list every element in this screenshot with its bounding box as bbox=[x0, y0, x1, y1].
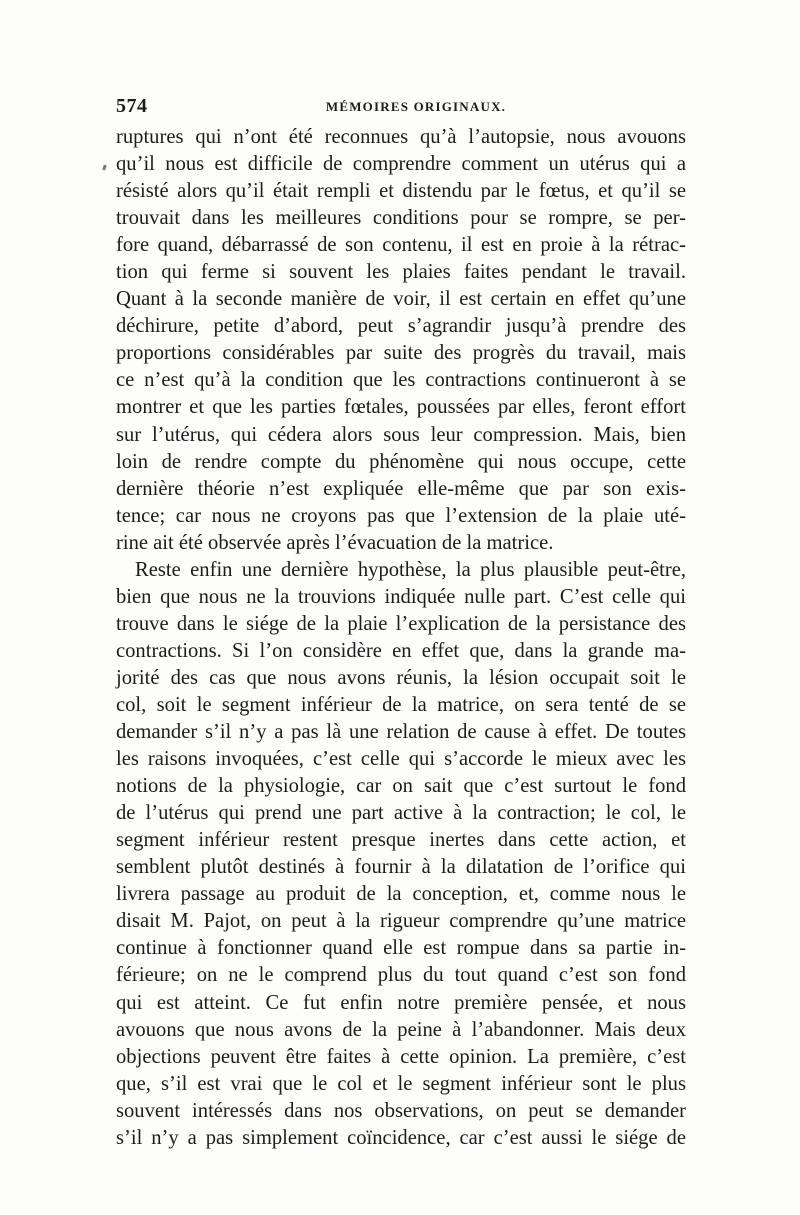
text-line: semblent plutôt destinés à fournir à la dilatation de l’orifice qui bbox=[116, 856, 686, 879]
text-line: loin de rendre compte du phénomène qui nous occupe, cette bbox=[116, 450, 686, 473]
text-line: fore quand, débarrassé de son contenu, il est en proie à la rétrac- bbox=[116, 234, 686, 257]
page-header bbox=[116, 95, 686, 121]
text-line: objections peuvent être faites à cette opinion. La première, c’est bbox=[116, 1045, 686, 1068]
text-line: férieure; on ne le comprend plus du tout quand c’est son fond bbox=[116, 964, 686, 987]
text-line: Quant à la seconde manière de voir, il est certain en effet qu’une bbox=[116, 288, 686, 311]
body-text bbox=[116, 124, 686, 1152]
text-line: sur l’utérus, qui cédera alors sous leur compression. Mais, bien bbox=[116, 423, 686, 446]
text-line: résisté alors qu’il était rempli et distendu par le fœtus, et qu’il se bbox=[116, 180, 686, 203]
text-line: de l’utérus qui prend une part active à la contraction; le col, le bbox=[116, 802, 686, 825]
text-line: trouve dans le siége de la plaie l’explication de la persistance des bbox=[116, 612, 686, 635]
text-line: jorité des cas que nous avons réunis, la lésion occupait soit le bbox=[116, 666, 686, 689]
paragraph-end-line: rine ait été observée après l’évacuation de la matrice. bbox=[116, 531, 554, 554]
text-line: col, soit le segment inférieur de la matrice, on sera tenté de se bbox=[116, 693, 686, 716]
text-line: tence; car nous ne croyons pas que l’extension de la plaie uté- bbox=[116, 504, 686, 527]
text-line: demander s’il n’y a pas là une relation de cause à effet. De toutes bbox=[116, 721, 686, 744]
text-line: trouvait dans les meilleures conditions pour se rompre, se per- bbox=[116, 207, 686, 230]
text-line: déchirure, petite d’abord, peut s’agrandir jusqu’à prendre des bbox=[116, 315, 686, 338]
text-line: segment inférieur restent presque inertes dans cette action, et bbox=[116, 829, 686, 852]
page-number: 574 bbox=[116, 95, 148, 117]
running-head: MÉMOIRES ORIGINAUX. bbox=[325, 99, 507, 114]
text-line: livrera passage au produit de la conception, et, comme nous le bbox=[116, 883, 686, 906]
paragraph-start-line: Reste enfin une dernière hypothèse, la plus plausible peut-être, bbox=[135, 558, 686, 581]
text-line: montrer et que les parties fœtales, poussées par elles, feront effort bbox=[116, 396, 686, 419]
text-line: s’il n’y a pas simplement coïncidence, car c’est aussi le siége de bbox=[116, 1126, 686, 1149]
text-line: souvent intéressés dans nos observations, on peut se demander bbox=[116, 1099, 686, 1122]
text-line: contractions. Si l’on considère en effet que, dans la grande ma- bbox=[116, 639, 686, 662]
margin-mark bbox=[102, 165, 107, 171]
text-line: qu’il nous est difficile de comprendre comment un utérus qui a bbox=[116, 153, 686, 176]
text-line: proportions considérables par suite des progrès du travail, mais bbox=[116, 342, 686, 365]
text-line: bien que nous ne la trouvions indiquée nulle part. C’est celle qui bbox=[116, 585, 686, 608]
text-line: notions de la physiologie, car on sait que c’est surtout le fond bbox=[116, 775, 686, 798]
text-line: continue à fonctionner quand elle est rompue dans sa partie in- bbox=[116, 937, 686, 960]
text-line: ruptures qui n’ont été reconnues qu’à l’autopsie, nous avouons bbox=[116, 126, 686, 148]
text-line: que, s’il est vrai que le col et le segment inférieur sont le plus bbox=[116, 1072, 686, 1095]
text-line: disait M. Pajot, on peut à la rigueur comprendre qu’une matrice bbox=[116, 910, 686, 933]
text-line: qui est atteint. Ce fut enfin notre première pensée, et nous bbox=[116, 991, 686, 1014]
text-line: avouons que nous avons de la peine à l’abandonner. Mais deux bbox=[116, 1018, 686, 1041]
text-line: ce n’est qu’à la condition que les contractions continueront à se bbox=[116, 369, 686, 392]
text-line: dernière théorie n’est expliquée elle-même que par son exis- bbox=[116, 477, 686, 500]
text-line: tion qui ferme si souvent les plaies faites pendant le travail. bbox=[116, 261, 686, 284]
text-line: les raisons invoquées, c’est celle qui s’accorde le mieux avec les bbox=[116, 748, 686, 771]
